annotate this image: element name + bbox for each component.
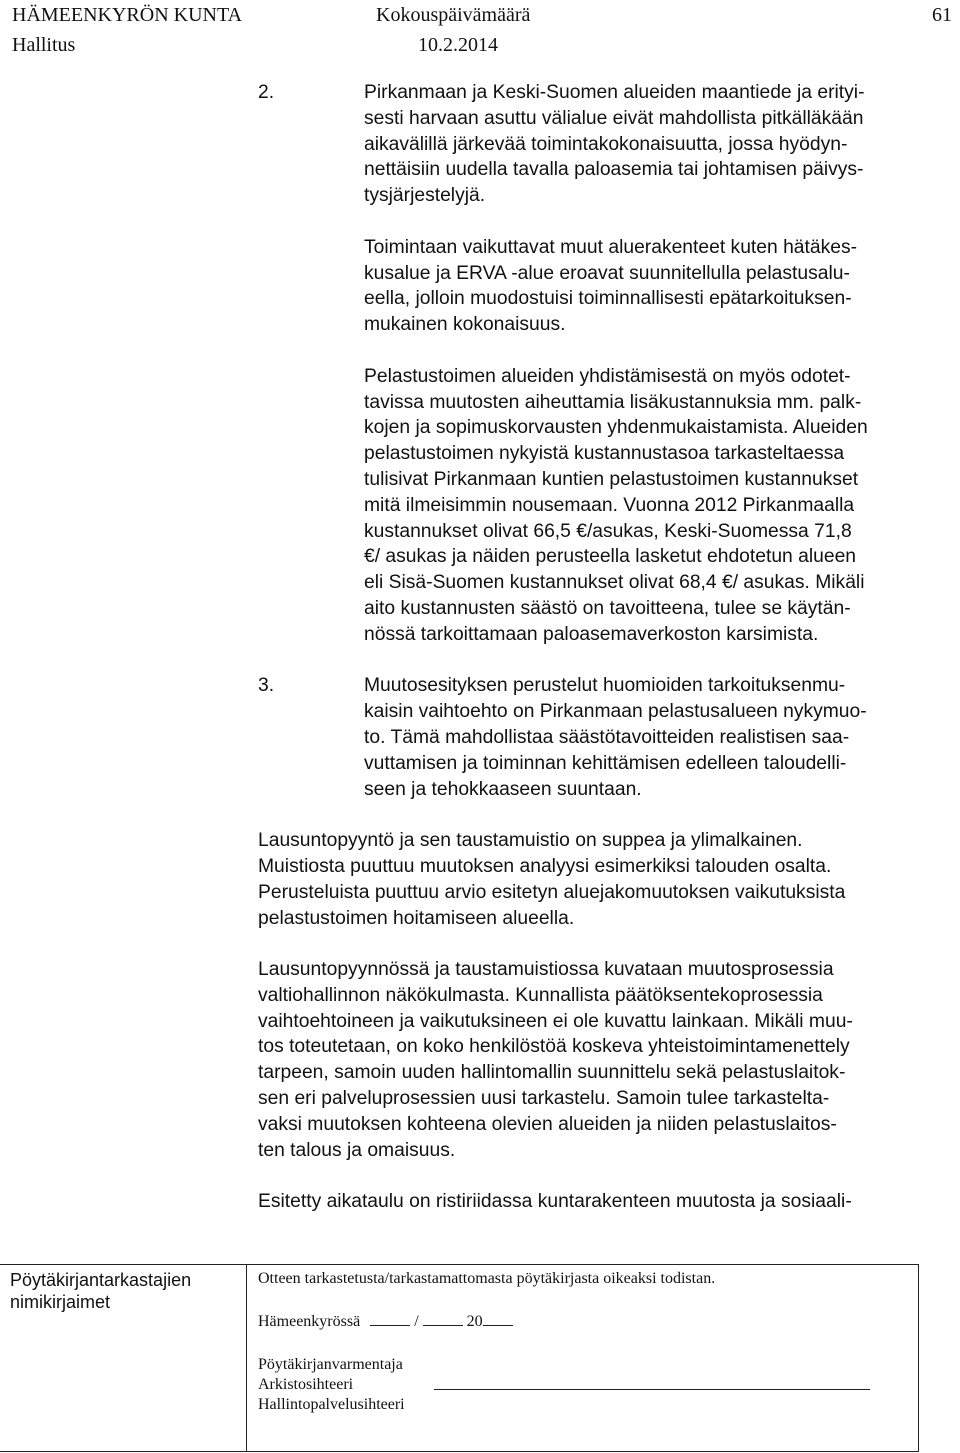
text-line: sesti harvaan asuttu välialue eivät mahdollista pitkälläkään [364,107,864,129]
item-content [364,80,950,648]
page-header [12,0,952,60]
body-paragraph [258,957,950,1163]
signature-line [434,1389,870,1390]
text-line: €/ asukas ja näiden perusteella lasketut ehdotetun alueen [364,546,857,568]
text-line: vuttamisen ja toiminnan kehittämisen edelleen taloudelli- [364,752,847,774]
place-name: Hämeenkyrössä [258,1313,361,1330]
date-slash: / [414,1313,419,1330]
item-paragraph [364,364,950,648]
text-line: kojen ja sopimuskorvausten yhdenmukaistamista. Alueiden [364,417,868,439]
text-line: pelastustoimen hoitamiseen alueella. [258,907,575,929]
text-line: tarpeen, samoin uuden hallintomallin suunnittelu sekä pelastuslaitok- [258,1062,846,1084]
board-name: Hallitus [12,34,76,56]
year-prefix: 20 [466,1313,483,1330]
certification-box [258,1265,908,1451]
text-line: nettäisiin uudella tavalla paloasemia tai johtamisen päivys- [364,159,864,181]
year-blank [483,1311,513,1326]
text-line: eella, jolloin muodostuisi toiminnallisesti epätarkoituksen- [364,288,852,310]
text-line: Esitetty aikataulu on ristiriidassa kuntarakenteen muutosta ja sosiaali- [258,1191,852,1213]
text-line: kusalue ja ERVA -alue eroavat suunnitellulla pelastusalu- [364,262,850,284]
text-line: tos toteutetaan, on koko henkilöstöä koskeva yhteistoimintamenettely [258,1036,850,1058]
text-line: Toimintaan vaikuttavat muut aluerakenteet kuten hätäkes- [364,236,858,258]
month-blank [423,1311,463,1326]
header-row-1 [12,0,952,30]
item-number: 3. [258,675,275,697]
archivist-label: Arkistosihteeri [258,1376,354,1393]
item-content [364,673,950,802]
text-line: sen eri palveluprosessien uusi tarkastelu. Samoin tulee tarkastelta- [258,1088,830,1110]
text-line: to. Tämä mahdollistaa säästötavoitteiden realistisen saa- [364,726,850,748]
admin-secretary-label: Hallintopalvelusihteeri [258,1396,405,1413]
inspector-initials-label: nimikirjaimet [10,1292,111,1312]
page-footer [0,1264,919,1452]
text-line: Muistiosta puuttuu muutoksen analyysi esimerkiksi talouden osalta. [258,855,832,877]
page-number: 61 [932,4,952,26]
item-paragraph [364,235,950,338]
text-line: Perusteluista puuttuu arvio esitetyn aluejakomuutoksen vaikutuksista [258,881,846,903]
text-line: Lausuntopyyntö ja sen taustamuistio on suppea ja ylimalkainen. [258,830,803,852]
text-line: kaisin vaihtoehto on Pirkanmaan pelastusalueen nykymuo- [364,701,867,723]
text-line: Muutosesityksen perustelut huomioiden tarkoituksenmu- [364,675,846,697]
item-paragraph [364,80,950,209]
day-blank [370,1311,410,1326]
body-paragraph [258,828,950,931]
text-line: tulisivat Pirkanmaan kuntien pelastustoimen kustannukset [364,468,859,490]
text-line: Pirkanmaan ja Keski-Suomen alueiden maantiede ja erityi- [364,82,865,103]
text-line: pelastustoimen nykyistä kustannustasoa tarkasteltaessa [364,443,845,465]
text-line: eli Sisä-Suomen kustannukset olivat 68,4 €/ asukas. Mikäli [364,572,865,594]
text-line: valtiohallinnon näkökulmasta. Kunnallista päätöksentekoprosessia [258,984,823,1006]
text-line: vaihtoehtoineen ja vaikutuksineen ei ole kuvattu lainkaan. Mikäli muu- [258,1010,853,1032]
text-line: tavissa muutosten aiheuttamia lisäkustannuksia mm. palk- [364,391,862,413]
header-row-2 [12,30,952,60]
list-item-2 [258,80,950,648]
meeting-date-label: Kokouspäivämäärä [376,4,531,26]
verifier-label: Pöytäkirjanvarmentaja [258,1356,403,1373]
text-line: mitä ilmeisimmin nousemaan. Vuonna 2012 Pirkanmaalla [364,494,855,516]
municipality-name: HÄMEENKYRÖN KUNTA [12,4,243,26]
item-paragraph [364,673,950,802]
text-line: ten talous ja omaisuus. [258,1139,456,1161]
place-date-line [258,1311,513,1332]
text-line: nössä tarkoittamaan paloasemaverkoston karsimista. [364,623,819,645]
text-line: aito kustannusten säästö on tavoitteena, tulee se käytän- [364,597,851,619]
text-line: seen ja tehokkaaseen suuntaan. [364,778,642,800]
text-line: Lausuntopyynnössä ja taustamuistiossa kuvataan muutosprosessia [258,959,834,981]
text-line: mukainen kokonaisuus. [364,314,566,336]
text-line: vaksi muutoksen kohteena olevien alueiden ja niiden pelastuslaitos- [258,1113,837,1135]
inspector-initials-box [0,1265,247,1451]
item-number: 2. [258,82,275,103]
meeting-date: 10.2.2014 [418,34,498,56]
text-line: tysjärjestelyjä. [364,185,486,207]
inspector-initials-label: Pöytäkirjantarkastajien [10,1270,192,1290]
body-paragraph [258,1189,950,1215]
document-body [258,80,950,1215]
text-line: kustannukset olivat 66,5 €/asukas, Keski-Suomessa 71,8 [364,520,852,542]
certification-text: Otteen tarkastetusta/tarkastamattomasta pöytäkirjasta oikeaksi todistan. [258,1270,716,1287]
text-line: Pelastustoimen alueiden yhdistämisestä on myös odotet- [364,365,851,387]
text-line: aikavälillä järkevää toimintakokonaisuutta, jossa hyödyn- [364,133,848,155]
list-item-3 [258,673,950,802]
